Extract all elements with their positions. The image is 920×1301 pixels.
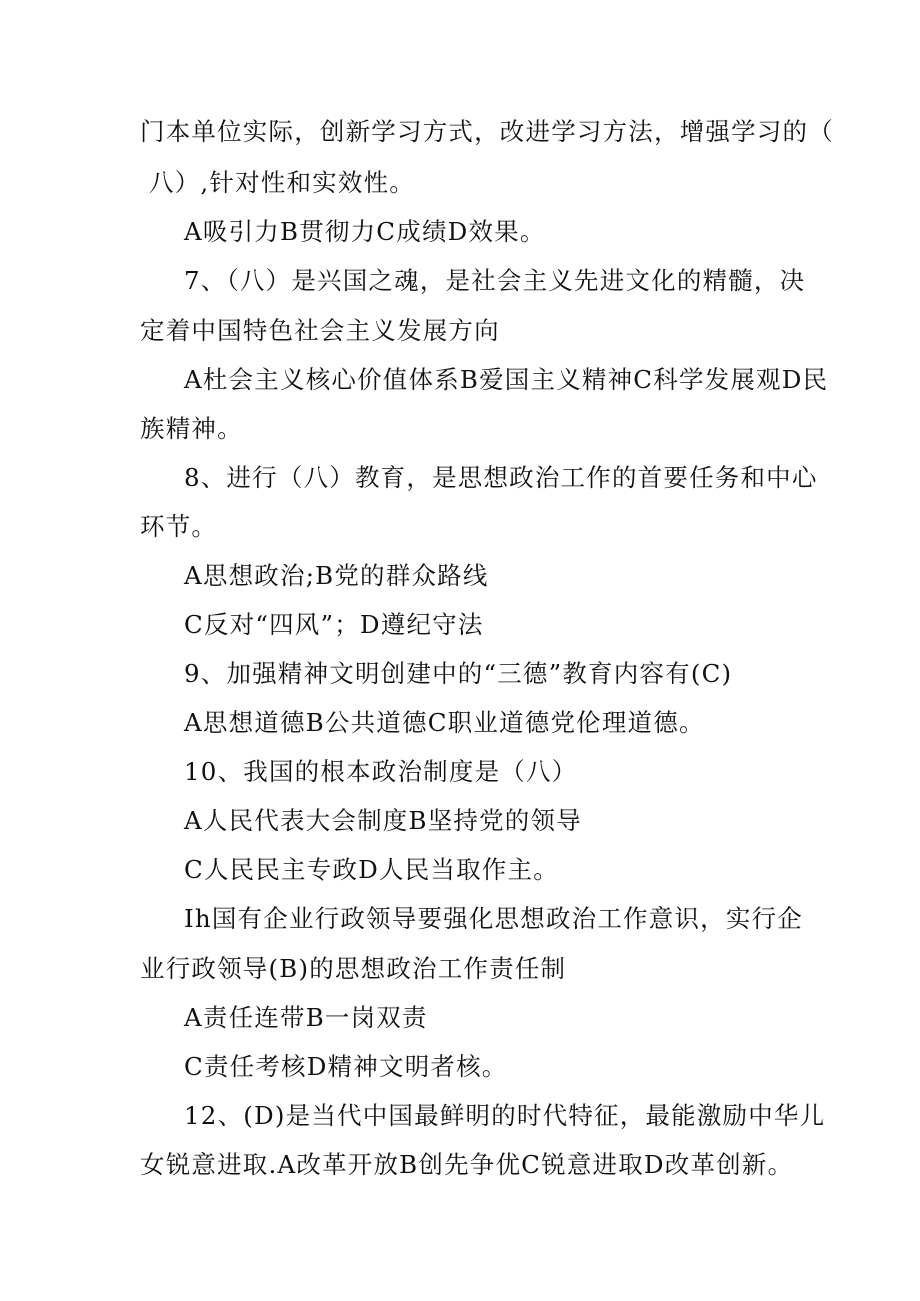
text-line: 八）,针对性和实效性。 [140, 168, 415, 197]
text-line: 环节。 [140, 512, 218, 541]
text-line: 门本单位实际，创新学习方式，改进学习方法，增强学习的（ [140, 117, 834, 146]
text-line: 7、（八）是兴国之魂，是社会主义先进文化的精髓，决 [184, 266, 806, 295]
text-line: A责任连带B一岗双责 [184, 1003, 428, 1032]
text-line: A杜会主义核心价值体系B爱国主义精神C科学发展观D民 [184, 365, 829, 394]
text-line: 8、进行（八）教育，是思想政治工作的首要任务和中心 [184, 463, 818, 492]
text-line: 12、(D)是当代中国最鲜明的时代特征，最能激励中华儿 [184, 1101, 826, 1130]
text-line: A思想政治;B党的群众路线 [184, 561, 489, 590]
text-line: 族精神。 [140, 414, 243, 443]
text-line: C责任考核D精神文明者核。 [184, 1052, 508, 1081]
text-line: 定着中国特色社会主义发展方向 [140, 316, 500, 345]
text-line: C人民民主专政D人民当取作主。 [184, 855, 559, 884]
text-line: 9、加强精神文明创建中的“三德”教育内容有(C) [184, 659, 733, 688]
text-line: 业行政领导(B)的思想政治工作责任制 [140, 954, 567, 983]
text-line: 10、我国的根本政治制度是（八） [184, 757, 578, 786]
text-line: A吸引力B贯彻力C成绩D效果。 [184, 217, 546, 246]
text-line: Ih国有企业行政领导要强化思想政治工作意识，实行企 [184, 904, 803, 933]
text-line: A思想道德B公共道德C职业道德党伦理道德。 [184, 708, 705, 737]
text-line: 女锐意进取.A改革开放B创先争优C锐意进取D改革创新。 [140, 1150, 794, 1179]
text-line: C反对“四风”；D遵纪守法 [184, 610, 484, 639]
text-line: A人民代表大会制度B坚持党的领导 [184, 806, 582, 835]
